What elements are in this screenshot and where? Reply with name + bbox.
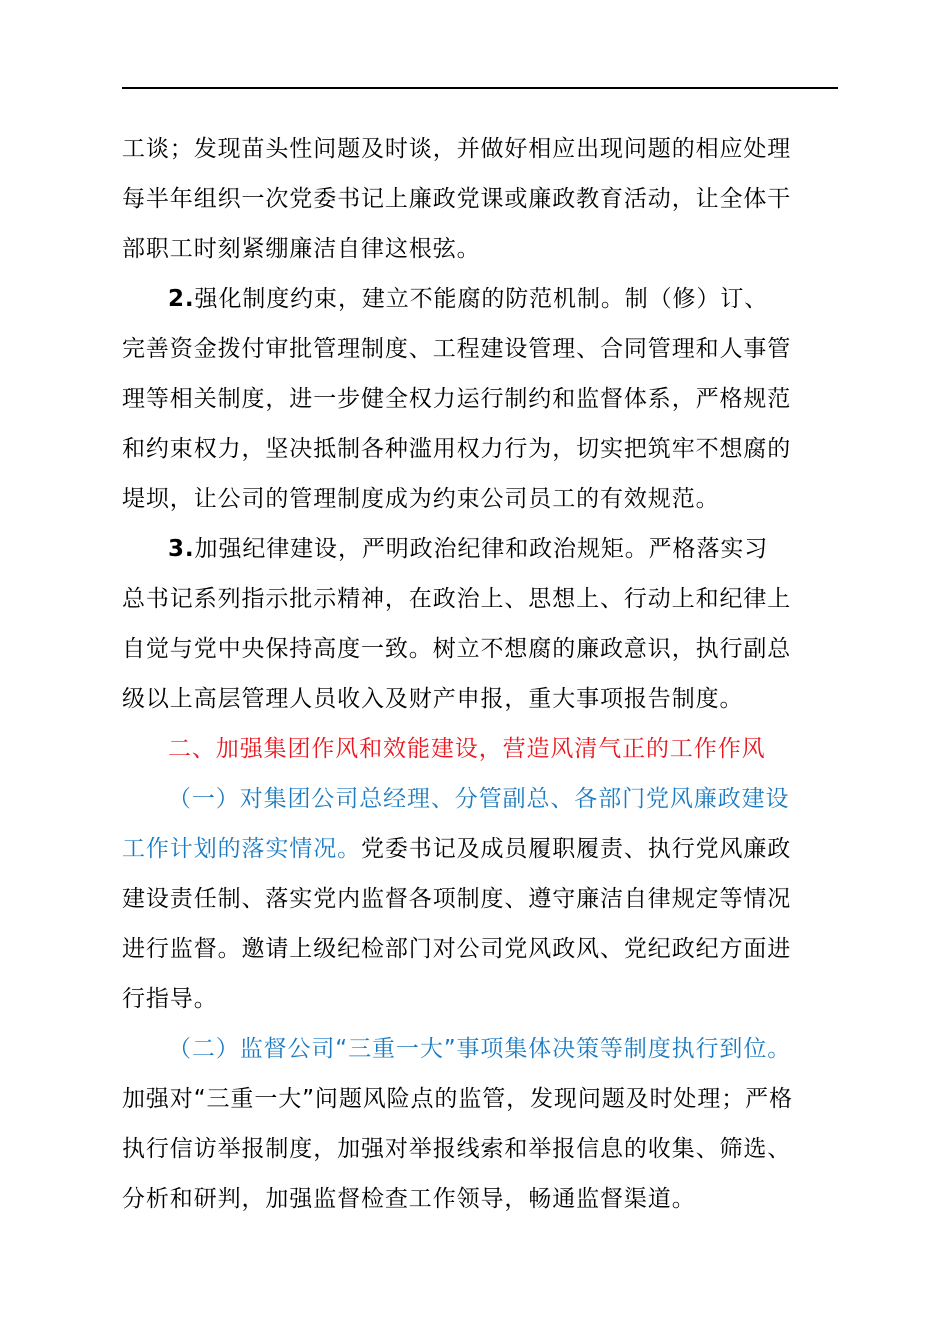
paragraph-line: 每半年组织一次党委书记上廉政党课或廉政教育活动，让全体干 xyxy=(122,186,792,212)
paragraph-line: 建设责任制、落实党内监督各项制度、遵守廉洁自律规定等情况 xyxy=(122,886,792,912)
paragraph-line: 级以上高层管理人员收入及财产申报，重大事项报告制度。 xyxy=(122,686,744,712)
paragraph-3-first-line xyxy=(168,524,768,574)
paragraph-line: 总书记系列指示批示精神，在政治上、思想上、行动上和纪律上 xyxy=(122,586,792,612)
paragraph-line: 堤坝，让公司的管理制度成为约束公司员工的有效规范。 xyxy=(122,486,720,512)
header-rule xyxy=(122,87,838,89)
paragraph-text: 强化制度约束，建立不能腐的防范机制。制（修）订、 xyxy=(194,286,769,312)
paragraph-text: 加强纪律建设，严明政治纪律和政治规矩。严格落实习 xyxy=(194,536,769,562)
item-number: 2. xyxy=(168,286,195,312)
paragraph-line: 完善资金拨付审批管理制度、工程建设管理、合同管理和人事管 xyxy=(122,336,792,362)
paragraph-line: 和约束权力，坚决抵制各种滥用权力行为，切实把筑牢不想腐的 xyxy=(122,436,792,462)
subsection-heading-continued: 工作计划的落实情况。 xyxy=(122,836,361,862)
paragraph-2-first-line xyxy=(168,274,768,324)
paragraph-line: 理等相关制度，进一步健全权力运行制约和监督体系，严格规范 xyxy=(122,386,792,412)
paragraph-line: 加强对“三重一大”问题风险点的监管，发现问题及时处理；严格 xyxy=(122,1086,793,1112)
paragraph-line: 分析和研判，加强监督检查工作领导，畅通监督渠道。 xyxy=(122,1186,696,1212)
subsection-heading: （二）监督公司“三重一大”事项集体决策等制度执行到位。 xyxy=(168,1036,792,1062)
paragraph-line: 进行监督。邀请上级纪检部门对公司党风政风、党纪政纪方面进 xyxy=(122,936,792,962)
paragraph-line: 自觉与党中央保持高度一致。树立不想腐的廉政意识，执行副总 xyxy=(122,636,792,662)
item-number: 3. xyxy=(168,536,195,562)
subsection-heading: （一）对集团公司总经理、分管副总、各部门党风廉政建设 xyxy=(168,786,790,812)
paragraph-line: 行指导。 xyxy=(122,986,218,1012)
paragraph-text: 党委书记及成员履职履责、执行党风廉政 xyxy=(361,836,792,862)
paragraph-line: 工谈；发现苗头性问题及时谈，并做好相应出现问题的相应处理 xyxy=(122,136,792,162)
subsection-1-mixed-line xyxy=(122,824,791,874)
section-heading: 二、加强集团作风和效能建设，营造风清气正的工作作风 xyxy=(168,736,766,762)
paragraph-line: 执行信访举报制度，加强对举报线索和举报信息的收集、筛选、 xyxy=(122,1136,792,1162)
paragraph-line: 部职工时刻紧绷廉洁自律这根弦。 xyxy=(122,236,481,262)
